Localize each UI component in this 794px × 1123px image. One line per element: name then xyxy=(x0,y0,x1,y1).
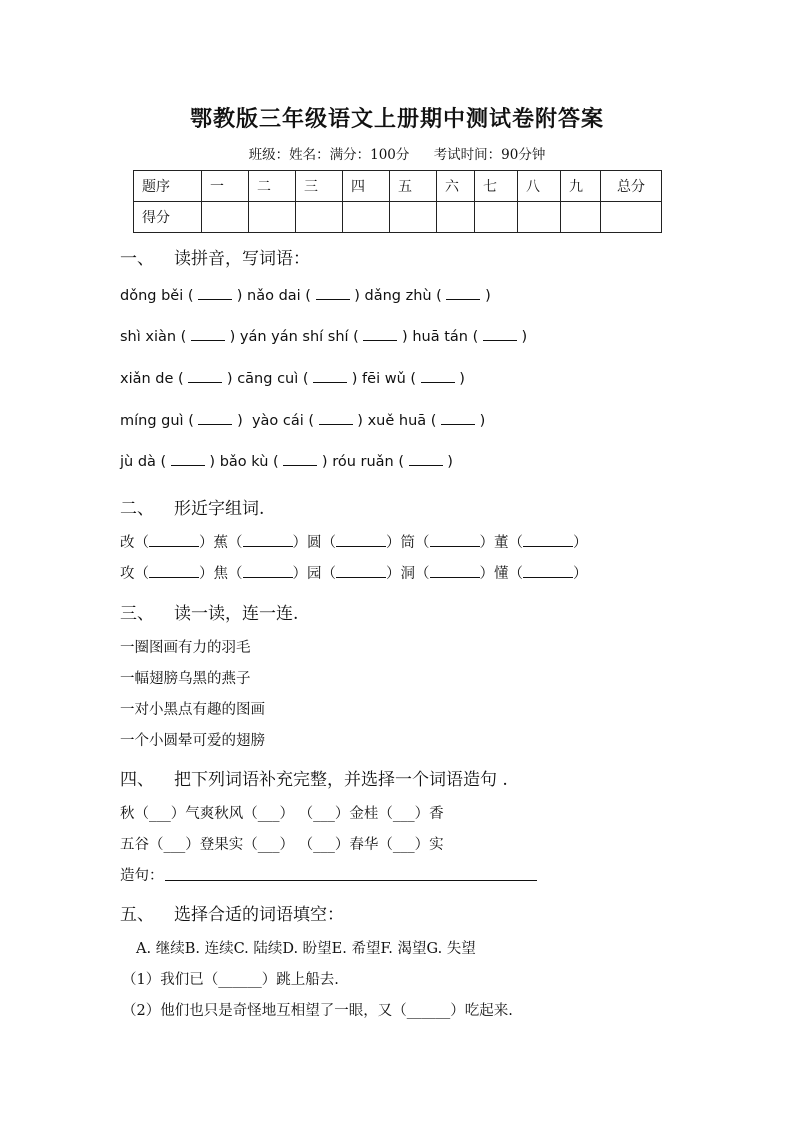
pinyin-word: cāng cuì xyxy=(237,371,299,387)
char: 懂 xyxy=(494,566,509,582)
char: 园 xyxy=(307,566,322,582)
sentence-answer-line[interactable] xyxy=(165,880,537,881)
complete-row xyxy=(120,833,444,854)
answer-blank[interactable] xyxy=(483,339,517,341)
score-cell[interactable] xyxy=(202,202,249,233)
table-cell: 三 xyxy=(296,171,343,202)
score-cell[interactable] xyxy=(296,202,343,233)
pinyin-word: dǒng běi xyxy=(120,288,184,304)
answer-blank[interactable] xyxy=(171,464,205,466)
section-title: 读拼音，写词语： xyxy=(174,249,310,269)
answer-blank[interactable] xyxy=(191,339,225,341)
score-cell[interactable] xyxy=(390,202,437,233)
char: 董 xyxy=(494,535,509,551)
similar-char-row: 攻（ ）焦（ ）园（ ）洞（ ）懂（ ） xyxy=(120,566,588,582)
connect-item: 一个小圆晕可爱的翅膀 xyxy=(120,733,265,749)
section-number: 一、 xyxy=(120,249,154,269)
pinyin-row: jù dà ( ) bǎo kù ( ) róu ruǎn ( ) xyxy=(120,454,453,470)
table-cell: 六 xyxy=(437,171,475,202)
section-3-heading xyxy=(120,599,298,624)
score-table-score-row xyxy=(134,202,662,233)
answer-blank[interactable] xyxy=(188,381,222,383)
section-1-heading xyxy=(120,244,310,269)
score-cell[interactable] xyxy=(249,202,296,233)
answer-blank[interactable] xyxy=(243,576,293,578)
idiom-item: （___）香 xyxy=(378,806,444,822)
answer-blank[interactable] xyxy=(363,339,397,341)
pinyin-word: huā tán xyxy=(412,329,468,345)
answer-blank[interactable] xyxy=(430,545,480,547)
answer-blank[interactable] xyxy=(198,298,232,300)
section-number: 二、 xyxy=(120,499,154,519)
char: 筒 xyxy=(400,535,415,551)
table-cell: 一 xyxy=(202,171,249,202)
idiom-item: 秋风（___） xyxy=(214,806,294,822)
pinyin-word: yào cái xyxy=(251,413,304,429)
answer-blank[interactable] xyxy=(316,298,350,300)
fill-question-1: （1）我们已（______）跳上船去. xyxy=(122,972,339,988)
answer-blank[interactable] xyxy=(523,545,573,547)
exam-time-info: 考试时间：90分钟 xyxy=(433,147,546,163)
answer-blank[interactable] xyxy=(441,423,475,425)
section-title: 读一读，连一连. xyxy=(174,604,299,624)
answer-blank[interactable] xyxy=(336,545,386,547)
table-cell: 五 xyxy=(390,171,437,202)
score-cell[interactable] xyxy=(475,202,518,233)
pinyin-row: shì xiàn ( ) yán yán shí shí ( ) huā tán ( ) xyxy=(120,329,528,345)
section-2-heading xyxy=(120,494,264,519)
connect-item: 一圈图画有力的羽毛 xyxy=(120,640,251,656)
pinyin-word: míng guì xyxy=(120,413,184,429)
char: 改 xyxy=(120,535,135,551)
answer-blank[interactable] xyxy=(283,464,317,466)
section-5-heading xyxy=(120,900,344,925)
pinyin-row: míng guì ( ) yào cái ( ) xuě huā ( ) xyxy=(120,413,486,429)
table-cell: 四 xyxy=(343,171,390,202)
pinyin-word: jù dà xyxy=(120,454,156,470)
word-options: A. 继续B. 连续C. 陆续D. 盼望E. 希望F. 渴望G. 失望 xyxy=(136,941,476,957)
char: 洞 xyxy=(400,566,415,582)
pinyin-word: róu ruǎn xyxy=(332,454,394,470)
answer-blank[interactable] xyxy=(523,576,573,578)
complete-row xyxy=(120,802,444,823)
score-cell[interactable] xyxy=(601,202,662,233)
pinyin-word: nǎo dai xyxy=(247,288,301,304)
pinyin-word: xiǎn de xyxy=(120,371,174,387)
idiom-item: 五谷（___） xyxy=(120,837,200,853)
table-cell: 题序 xyxy=(134,171,202,202)
answer-blank[interactable] xyxy=(446,298,480,300)
section-title: 把下列词语补充完整，并选择一个词语造句 . xyxy=(174,770,508,790)
idiom-item: （___）春华 xyxy=(298,837,379,853)
char: 蕉 xyxy=(213,535,228,551)
score-cell[interactable] xyxy=(561,202,601,233)
score-cell[interactable] xyxy=(437,202,475,233)
class-name-score-info: 班级：姓名：满分：100分 xyxy=(248,147,410,163)
score-table xyxy=(133,170,662,233)
char: 攻 xyxy=(120,566,135,582)
answer-blank[interactable] xyxy=(313,381,347,383)
exam-info xyxy=(0,143,794,163)
fill-question-2: （2）他们也只是奇怪地互相望了一眼，又（______）吃起来. xyxy=(122,1003,513,1019)
pinyin-word: yán yán shí shí xyxy=(239,329,349,345)
section-4-heading xyxy=(120,765,508,790)
table-cell: 七 xyxy=(475,171,518,202)
score-cell[interactable] xyxy=(518,202,561,233)
score-table-header-row xyxy=(134,171,662,202)
char: 焦 xyxy=(213,566,228,582)
similar-char-row: 改（ ）蕉（ ）圆（ ）筒（ ）董（ ） xyxy=(120,535,588,551)
char: 圆 xyxy=(307,535,322,551)
idiom-item: 秋（___）气爽 xyxy=(120,806,215,822)
pinyin-word: fēi wǔ xyxy=(362,371,406,387)
pinyin-word: shì xiàn xyxy=(120,329,177,345)
answer-blank[interactable] xyxy=(243,545,293,547)
page-title: 鄂教版三年级语文上册期中测试卷附答案 xyxy=(189,106,604,132)
answer-blank[interactable] xyxy=(198,423,232,425)
table-cell: 九 xyxy=(561,171,601,202)
score-cell[interactable] xyxy=(343,202,390,233)
table-cell: 得分 xyxy=(134,202,202,233)
pinyin-word: bǎo kù xyxy=(219,454,269,470)
pinyin-word: xuě huā xyxy=(367,413,427,429)
idiom-item: （___）金桂 xyxy=(298,806,379,822)
sentence-label: 造句： xyxy=(120,868,164,884)
table-cell: 八 xyxy=(518,171,561,202)
table-cell: 总分 xyxy=(601,171,662,202)
section-number: 三、 xyxy=(120,604,154,624)
connect-item: 一对小黑点有趣的图画 xyxy=(120,702,265,718)
pinyin-word: dǎng zhù xyxy=(364,288,432,304)
section-number: 五、 xyxy=(120,905,154,925)
connect-item: 一幅翅膀乌黑的燕子 xyxy=(120,671,251,687)
answer-blank[interactable] xyxy=(149,545,199,547)
section-number: 四、 xyxy=(120,770,154,790)
section-title: 选择合适的词语填空： xyxy=(174,905,344,925)
idiom-item: （___）实 xyxy=(378,837,444,853)
pinyin-row: xiǎn de ( ) cāng cuì ( ) fēi wǔ ( ) xyxy=(120,371,465,387)
idiom-item: 登果实（___） xyxy=(199,837,294,853)
answer-blank[interactable] xyxy=(149,576,199,578)
answer-blank[interactable] xyxy=(409,464,443,466)
answer-blank[interactable] xyxy=(430,576,480,578)
pinyin-row: dǒng běi ( ) nǎo dai ( ) dǎng zhù ( ) xyxy=(120,288,491,304)
section-title: 形近字组词. xyxy=(174,499,265,519)
answer-blank[interactable] xyxy=(336,576,386,578)
table-cell: 二 xyxy=(249,171,296,202)
answer-blank[interactable] xyxy=(421,381,455,383)
answer-blank[interactable] xyxy=(319,423,353,425)
